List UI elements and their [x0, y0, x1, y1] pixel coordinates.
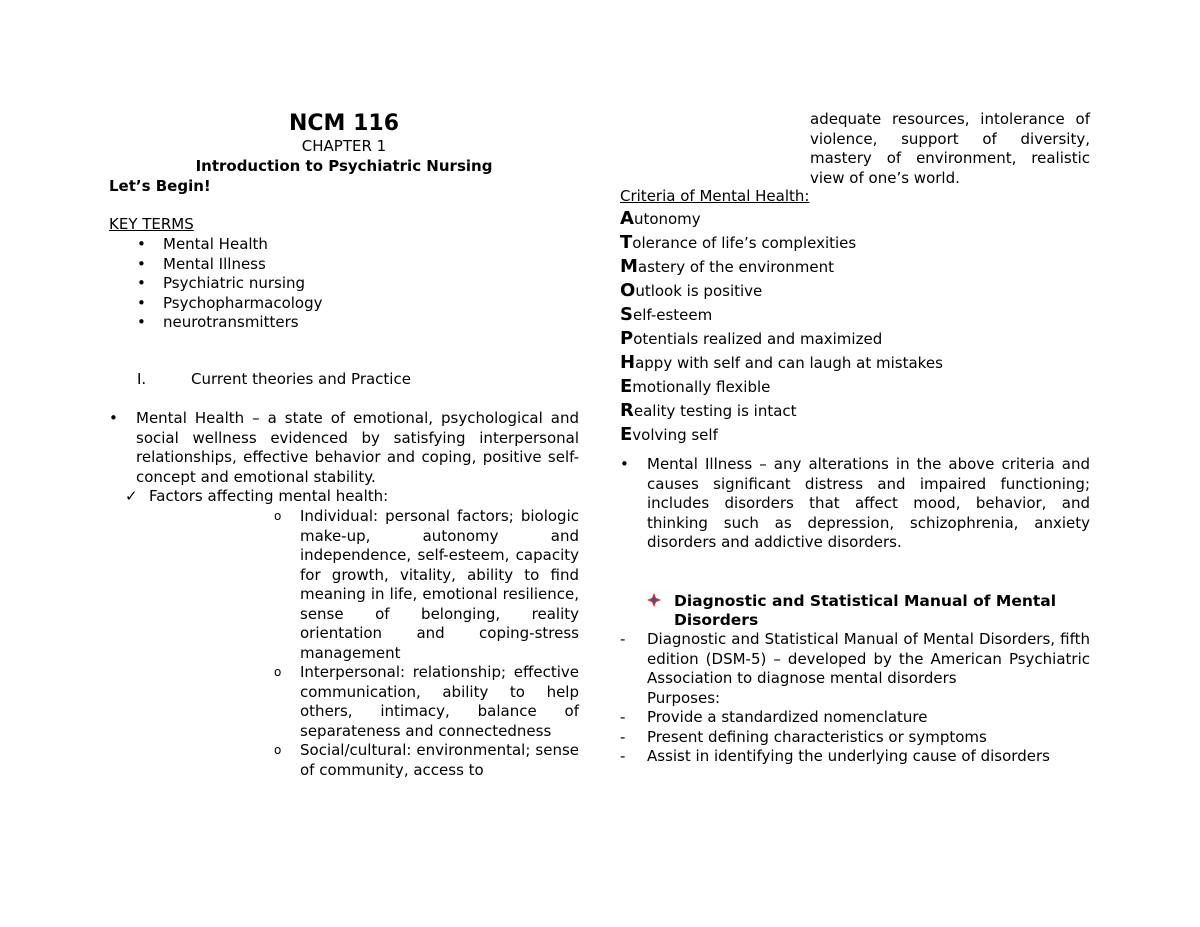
list-item: • neurotransmitters	[137, 313, 299, 331]
bullet-icon: •	[137, 313, 146, 331]
factor-item-interpersonal: o Interpersonal: relationship; effective communication, ability to help others, intimacy, balance of separateness and connectedness	[274, 663, 579, 740]
dsm-heading-row	[620, 592, 1090, 630]
purposes-label: Purposes:	[647, 688, 721, 707]
bullet-icon: •	[137, 274, 146, 292]
list-item: • Psychopharmacology	[137, 293, 323, 312]
bullet-icon: •	[109, 409, 118, 427]
dash-icon: -	[620, 727, 626, 746]
chapter-subtitle: Introduction to Psychiatric Nursing	[195, 157, 493, 175]
factor-item-individual: o Individual: personal factors; biologic make-up, autonomy and independence, self-esteem, capacity for growth, vitality, ability to find meaning in life, emotional resilience, sense of belonging, reality orientation and coping-stress management	[274, 507, 579, 662]
chapter-label: CHAPTER 1	[301, 137, 387, 155]
list-item: Tolerance of life’s complexities	[620, 232, 857, 253]
list-item: Happy with self and can laugh at mistakes	[620, 352, 943, 373]
factors-heading: ✓ Factors affecting mental health:	[125, 487, 389, 505]
purpose-item: - Present defining characteristics or symptoms	[620, 727, 987, 746]
list-item: Reality testing is intact	[620, 400, 797, 421]
key-terms-heading: KEY TERMS	[109, 215, 194, 233]
star-bullet-icon	[646, 592, 662, 614]
criteria-heading: Criteria of Mental Health:	[620, 187, 810, 205]
list-item: Evolving self	[620, 424, 718, 445]
dsm-block	[620, 630, 1090, 767]
list-item: • Mental Illness	[137, 254, 266, 273]
circle-bullet-icon: o	[274, 743, 282, 757]
mental-illness-definition: • Mental Illness – any alterations in the above criteria and causes significant distress and impaired functioning; includes disorders that affect mood, behavior, and thinking such as depression, schizophrenia, anxiety disorders and addictive disorders.	[620, 455, 1090, 551]
purpose-item: - Assist in identifying the underlying cause of disorders	[620, 747, 1050, 765]
factors-list	[274, 507, 579, 780]
list-item: Emotionally flexible	[620, 376, 771, 397]
list-item: Potentials realized and maximized	[620, 328, 883, 349]
checkmark-icon: ✓	[125, 487, 138, 505]
dsm-heading: Diagnostic and Statistical Manual of Mental Disorders	[674, 592, 1057, 629]
dash-icon: -	[620, 708, 626, 726]
factor-item-social: o Social/cultural: environmental; sense of community, access to	[274, 741, 579, 779]
bullet-icon: •	[137, 235, 146, 253]
bullet-icon: •	[620, 455, 629, 473]
list-item: Outlook is positive	[620, 280, 763, 301]
key-terms-list	[109, 235, 579, 333]
course-title: NCM 116	[288, 111, 400, 136]
factor-continued-text: adequate resources, intolerance of violence, support of diversity, mastery of environment, realistic view of one’s world.	[810, 110, 1090, 187]
list-item: Autonomy	[620, 208, 701, 229]
criteria-mnemonic-list	[620, 207, 1090, 447]
list-item: Mastery of the environment	[620, 256, 834, 277]
purpose-item: - Provide a standardized nomenclature	[620, 708, 928, 726]
list-item: • Psychiatric nursing	[137, 274, 306, 292]
dash-icon: -	[620, 630, 626, 648]
dsm-description: - Diagnostic and Statistical Manual of Mental Disorders, fifth edition (DSM-5) – developed by the American Psychiatric Association to diagnose mental disorders	[620, 630, 1090, 687]
section-numeral: I.	[137, 370, 147, 388]
list-item: • Mental Health	[137, 235, 268, 253]
mental-health-definition: • Mental Health – a state of emotional, psychological and social wellness evidenced by satisfying interpersonal relationships, effective behavior and coping, positive self-concept and emotional stability.	[109, 409, 579, 486]
bullet-icon: •	[137, 293, 146, 312]
dash-icon: -	[620, 747, 626, 765]
circle-bullet-icon: o	[274, 509, 282, 523]
mental-illness-block	[620, 455, 1090, 553]
mental-health-block	[109, 409, 579, 507]
section-title: Current theories and Practice	[191, 370, 411, 388]
list-item: Self-esteem	[620, 304, 713, 325]
circle-bullet-icon: o	[274, 665, 282, 679]
lets-begin: Let’s Begin!	[109, 177, 211, 195]
bullet-icon: •	[137, 254, 146, 273]
